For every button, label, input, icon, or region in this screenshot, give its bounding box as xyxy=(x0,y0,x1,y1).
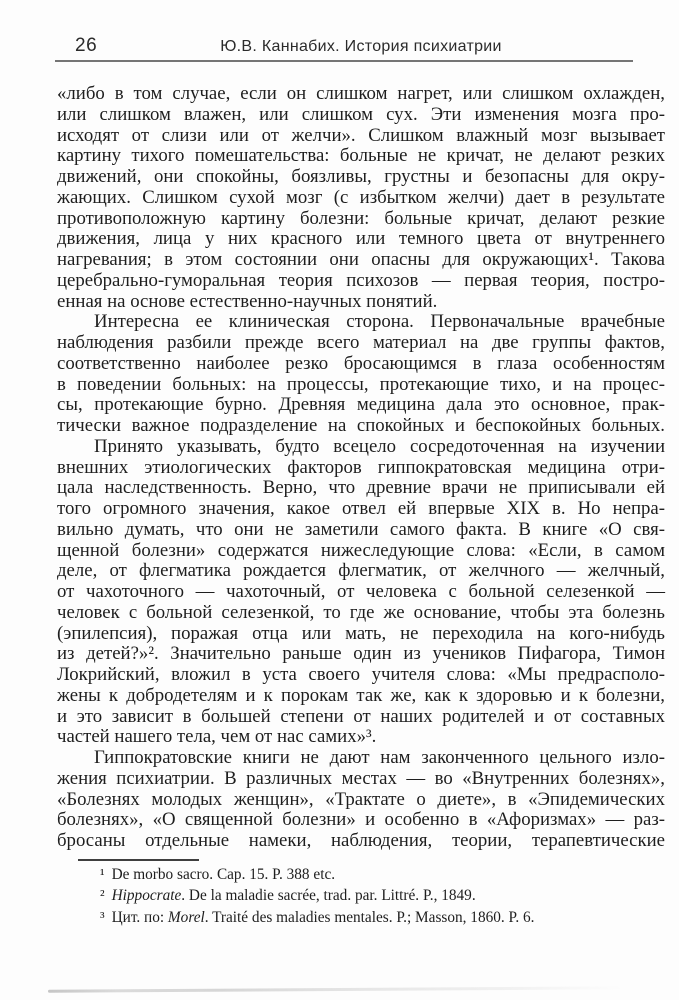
text-line: енная на основе естественно-научных понятий. xyxy=(57,290,438,312)
scan-artifact-line xyxy=(48,986,623,993)
text-line: внешних этиологических факторов гиппократовская медицина отри- xyxy=(57,456,665,478)
text-line: жающих. Слишком сухой мозг (с избытком желчи) дает в результате xyxy=(57,186,665,208)
text-line: жены к добродетелям и к порокам так же, как к здоровью и к болезни, xyxy=(57,684,665,706)
text-line: (эпилепсия), поражая отца или мать, не переходила на кого-нибудь xyxy=(57,622,665,644)
text-line: из детей?»². Значительно раньше один из учеников Пифагора, Тимон xyxy=(57,643,665,665)
text-line: в поведении больных: на процессы, протекающие тихо, и на процес- xyxy=(57,373,665,395)
text-line: «либо в том случае, если он слишком нагрет, или слишком охлажден, xyxy=(57,83,665,104)
text-line: «Болезнях молодых женщин», «Трактате о диете», в «Эпидемических xyxy=(57,788,665,810)
body-text xyxy=(57,84,665,852)
text-line: частей нашего тела, чем от нас самих»³. xyxy=(57,726,377,748)
text-line: болезнях», «О священной болезни» и особенно в «Афоризмах» — раз- xyxy=(57,809,665,831)
footnote xyxy=(57,864,665,885)
text-line: соответственно наиболее резко бросающимся в глаза особенностям xyxy=(57,352,665,374)
page-number: 26 xyxy=(75,35,98,56)
text-line: цала наследственность. Верно, что древние врачи не приписывали ей xyxy=(57,477,665,499)
text-line: щенной болезни» содержатся нижеследующие слова: «Если, в самом xyxy=(57,539,665,561)
text-line: жения психиатрии. В различных местах — во «Внутренних болезнях», xyxy=(57,767,665,789)
text-line: от чахоточного — чахоточный, от человека с больной селезенкой — xyxy=(57,581,665,602)
footnote-rule xyxy=(78,859,199,861)
text-line: наблюдения разбили прежде всего материал на две группы фактов, xyxy=(57,332,665,353)
text-line: вильно думать, что они не заметили самого факта. В книге «О свя- xyxy=(57,518,665,540)
text-line: Принято указывать, будто всецело сосредоточенная на изучении xyxy=(94,435,665,457)
footnote xyxy=(57,885,665,906)
running-title: Ю.В. Каннабих. История психиатрии xyxy=(220,38,502,55)
footnote-text: Hippocrate xyxy=(111,887,182,905)
footnotes xyxy=(57,864,665,928)
text-line: движений, они спокойны, боязливы, грустны и безопасны для окру- xyxy=(57,166,665,187)
text-line: нагревания; в этом состоянии они опасны для окружающих¹. Такова xyxy=(57,249,665,270)
footnote-text: . De la maladie sacrée, trad. par. Littré. P., 1849. xyxy=(181,887,476,905)
footnote-text: De morbo sacro. Cap. 15. P. 388 etc. xyxy=(111,866,336,883)
footnote-text: Цит. по: xyxy=(111,908,168,926)
text-line: и это зависит в большей степени от наших родителей и от составных xyxy=(57,705,665,727)
footnote-marker: ¹ xyxy=(100,866,105,883)
text-line: церебрально-гуморальная теория психозов — первая теория, постро- xyxy=(57,269,665,291)
text-line: тически важное подразделение на спокойных и беспокойных больных. xyxy=(57,415,665,436)
text-line: или слишком влажен, или слишком сух. Эти изменения мозга про- xyxy=(57,103,665,125)
footnote xyxy=(57,907,665,928)
footnote-text: . Traité des maladies mentales. P.; Masson, 1860. P. 6. xyxy=(204,908,535,926)
footnote-marker: ² xyxy=(100,887,105,905)
text-line: человек с больной селезенкой, то где же основание, чтобы эта болезнь xyxy=(57,601,665,623)
text-line: деле, от флегматика рождается флегматик, от желчного — желчный, xyxy=(57,560,665,582)
footnote-marker: ³ xyxy=(100,908,105,926)
text-line: Гиппократовские книги не дают нам законченного цельного изло- xyxy=(94,747,665,768)
text-line: Локрийский, вложил в уста своего учителя слова: «Мы предрасполо- xyxy=(57,664,665,685)
text-line: сы, протекающие бурно. Древняя медицина дала это основное, прак- xyxy=(57,394,665,416)
text-line: движения, лица у них красного или темного цвета от внутреннего xyxy=(57,228,665,250)
text-line: картину тихого помешательства: больные не кричат, не делают резких xyxy=(57,145,665,167)
text-line: исходят от слизи или от желчи». Слишком влажный мозг вызывает xyxy=(57,124,665,146)
text-line: бросаны отдельные намеки, наблюдения, теории, терапевтические xyxy=(57,830,665,851)
header-rule xyxy=(55,60,633,62)
text-line: противоположную картину болезни: больные кричат, делают резкие xyxy=(57,207,665,229)
footnote-text: Morel xyxy=(167,908,205,926)
text-line: того огромного значения, какое отвел ей впервые XIX в. Но непра- xyxy=(57,498,665,519)
page-header xyxy=(57,36,665,60)
text-line: Интересна ее клиническая сторона. Первоначальные врачебные xyxy=(94,311,665,333)
